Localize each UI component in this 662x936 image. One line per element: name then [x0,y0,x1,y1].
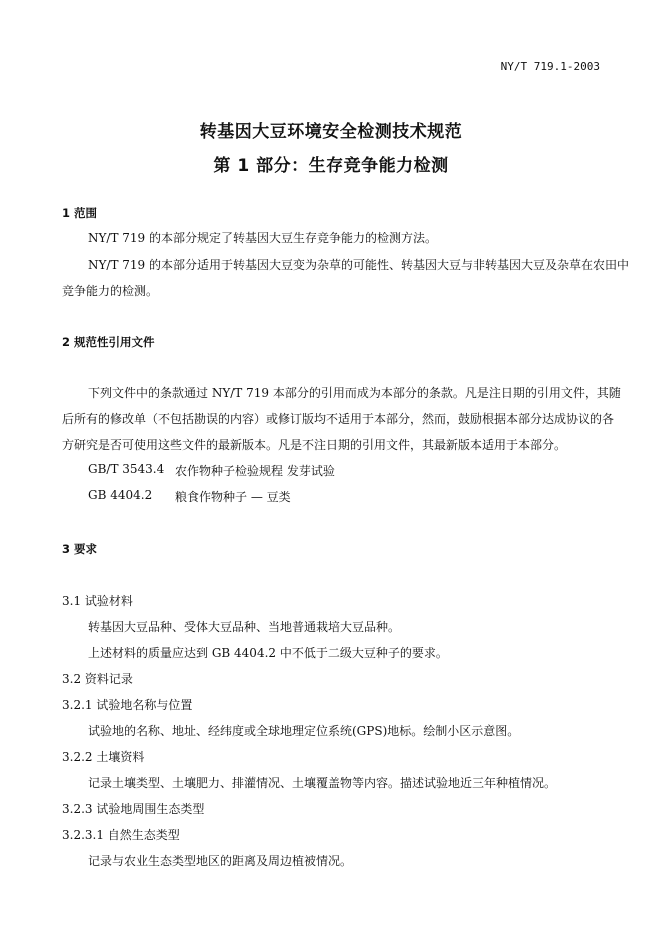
reference-code: GB 4404.2 [88,488,153,502]
clause-3-2-3-heading: 3.2.3 试验地周围生态类型 [62,802,205,816]
clause-3-1-heading: 3.1 试验材料 [62,594,133,608]
document-subtitle: 第 1 部分：生存竞争能力检测 [213,156,449,176]
section-2-para-line-1: 下列文件中的条款通过 NY/T 719 本部分的引用而成为本部分的条款。凡是注日期的引用文件，其随 [88,386,621,400]
reference-title: 粮食作物种子 — 豆类 [175,490,291,504]
section-1-para-2-line-1: NY/T 719 的本部分适用于转基因大豆变为杂草的可能性、转基因大豆与非转基因大豆及杂草在农田中 [88,258,630,272]
clause-3-2-2-para: 记录土壤类型、土壤肥力、排灌情况、土壤覆盖物等内容。描述试验地近三年种植情况。 [88,776,557,790]
section-1-para-1: NY/T 719 的本部分规定了转基因大豆生存竞争能力的检测方法。 [88,231,438,245]
section-3-heading: 3 要求 [62,542,98,556]
section-1-para-2-line-2: 竞争能力的检测。 [62,284,159,298]
reference-code: GB/T 3543.4 [88,462,165,476]
section-2-para-line-2: 后所有的修改单（不包括勘误的内容）或修订版均不适用于本部分，然而，鼓励根据本部分达成协议的各 [62,412,615,426]
document-title: 转基因大豆环境安全检测技术规范 [199,122,463,142]
clause-3-2-1-heading: 3.2.1 试验地名称与位置 [62,698,193,712]
clause-3-2-3-1-para: 记录与农业生态类型地区的距离及周边植被情况。 [88,854,353,868]
clause-3-2-2-heading: 3.2.2 土壤资料 [62,750,145,764]
reference-title: 农作物种子检验规程 发芽试验 [175,464,335,478]
clause-3-2-1-para: 试验地的名称、地址、经纬度或全球地理定位系统(GPS)地标。绘制小区示意图。 [88,724,520,738]
section-1-heading: 1 范围 [62,206,98,220]
clause-3-2-3-1-heading: 3.2.3.1 自然生态类型 [62,828,180,842]
clause-3-1-para-1: 转基因大豆品种、受体大豆品种、当地普通栽培大豆品种。 [88,620,401,634]
section-2-heading: 2 规范性引用文件 [62,335,155,349]
clause-3-1-para-2: 上述材料的质量应达到 GB 4404.2 中不低于二级大豆种子的要求。 [88,646,448,660]
section-2-para-line-3: 方研究是否可使用这些文件的最新版本。凡是不注日期的引用文件，其最新版本适用于本部分。 [62,438,567,452]
clause-3-2-heading: 3.2 资料记录 [62,672,133,686]
standard-code: NY/T 719.1-2003 [500,60,600,73]
